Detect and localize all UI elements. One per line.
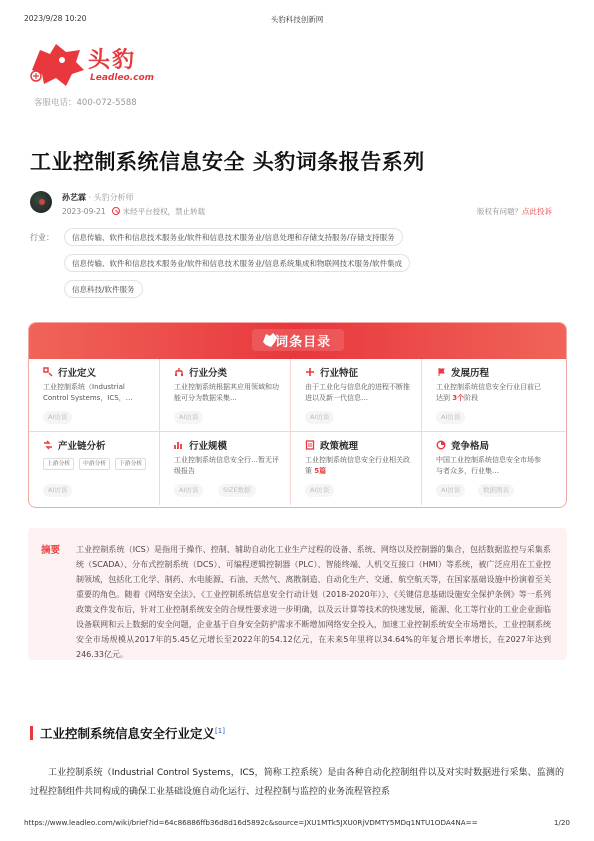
print-footer xyxy=(24,818,570,830)
catalog-item-desc xyxy=(305,455,413,477)
catalog-item-features[interactable] xyxy=(291,359,422,432)
abstract-label: 摘要 xyxy=(41,545,61,556)
section-accent-bar xyxy=(30,726,33,740)
brand-name-en: Leadleo.com xyxy=(90,73,155,83)
abstract-text: 工业控制系统（ICS）是指用于操作、控制、辅助自动化工业生产过程的设备、系统、网络以及控制器的集合，包括数据监控与采集系统（SCADA）、分布式控制系统（DCS）、可编程逻辑控制器（PLC）、智能终端、人机交互接口（HMI）等系统，被广泛应用在工业控制领域，包括化工化学、制药、水电能源、石油、天然气、离散制造、自动化生产、交通、航空航天等，在国家基础设施中扮演着至关重要的角色。随着《网络安全法》、《工业控制系统信息安全行动计划（2018-2020年）》、《关键信息基础设施安全保护条例》等一系列政策文件发布后，针对工业控制系统安全的合规性要求进一步明确，以及云计算等技术的快速发展，能源、化工等行业的工业企业面临设备联网和云上数据的安全问题，企业基于自身安全防护需求不断增加网络安全投入，加速工业控制系统安全市场增长，工业控制系统安全市场规模从2017年的5.45亿元增长至2022年的54.12亿元，在未来5年里将以34.64%的年复合增长率增长，在2027年达到246.33亿元。 xyxy=(76,545,551,659)
print-url: https://www.leadleo.com/wiki/brief?id=64c86886ffb36d8d16d5892c&source=JXU1MTk5JXU0RjVDMTY5MDq1NTU1ODA4NA== xyxy=(24,818,478,827)
catalog-item-desc: 工业控制系统根据其应用领域和功能可分为数据采集… xyxy=(174,383,279,402)
catalog-panel xyxy=(28,322,567,508)
desc-text: 工业控制系统信息安全行业相关政策 xyxy=(305,456,410,475)
catalog-title: 词条目录 xyxy=(275,335,332,350)
catalog-item-competition[interactable] xyxy=(422,432,566,505)
catalog-item-desc xyxy=(436,382,544,404)
publish-meta xyxy=(62,206,205,217)
catalog-item-history[interactable] xyxy=(422,359,566,432)
catalog-item-desc: 工业控制系统信息安全行…暂无评级报告 xyxy=(174,456,279,475)
desc-text: 工业控制系统信息安全行业目前已达到 xyxy=(436,383,541,402)
ai-interview-pill[interactable]: AI访谈 xyxy=(174,411,203,424)
catalog-item-title: 行业分类 xyxy=(189,368,228,379)
section-title-text: 工业控制系统信息安全行业定义 xyxy=(40,726,216,741)
footnote-ref[interactable]: [1] xyxy=(215,726,225,735)
service-phone: 客服电话：400-072-5588 xyxy=(34,98,137,108)
publish-date: 2023-09-21 xyxy=(62,207,106,216)
copyright-report xyxy=(477,206,552,217)
policy-icon xyxy=(305,440,315,450)
industry-tag[interactable]: 信息传输、软件和信息技术服务业/软件和信息技术服务业/信息系统集成和物联网技术服务/软件集成 xyxy=(64,254,410,272)
midstream-tag[interactable]: 中游分析 xyxy=(79,458,110,470)
body-paragraph: 工业控制系统（Industrial Control Systems，ICS，简称工控系统）是由各种自动化控制组件以及对实时数据进行采集、监测的过程控制组件共同构成的确保工业基础设施自动化运行、过程控制与监控的业务流程管控系 xyxy=(30,768,564,797)
industry-tag[interactable]: 信息科技/软件服务 xyxy=(64,280,143,298)
catalog-item-policy[interactable] xyxy=(291,432,422,505)
catalog-item-scale[interactable] xyxy=(160,432,291,505)
abstract-box xyxy=(28,528,567,660)
catalog-item-title: 行业特征 xyxy=(320,368,359,379)
complaint-link[interactable]: 点此投诉 xyxy=(522,207,552,216)
catalog-item-title: 产业链分析 xyxy=(58,441,106,452)
catalog-item-desc: 工业控制系统（Industrial Control Systems，ICS，… xyxy=(43,383,133,402)
ai-interview-pill[interactable]: AI访谈 xyxy=(174,484,203,497)
desc-highlight: 5篇 xyxy=(314,467,327,475)
catalog-item-desc: 由于工业化与信息化的进程不断推进以及新一代信息… xyxy=(305,383,410,402)
definition-icon xyxy=(43,367,53,377)
ai-interview-pill[interactable]: AI访谈 xyxy=(305,411,334,424)
catalog-item-title: 竞争格局 xyxy=(451,441,490,452)
ai-interview-pill[interactable]: AI访谈 xyxy=(436,411,465,424)
print-date: 2023/9/28 10:20 xyxy=(24,14,87,23)
history-icon xyxy=(436,367,446,377)
ban-icon xyxy=(112,207,120,215)
tiger-logo-icon xyxy=(26,40,88,90)
catalog-item-title: 行业规模 xyxy=(189,441,228,452)
leadleo-logo[interactable] xyxy=(26,40,176,98)
size-data-pill[interactable]: SIZE数据 xyxy=(218,484,256,497)
industry-tag[interactable]: 信息传输、软件和信息技术服务业/软件和信息技术服务业/信息处理和存储支持服务/存储支持服务 xyxy=(64,228,403,246)
catalog-item-definition[interactable] xyxy=(29,359,160,432)
print-site-title: 头豹科技创新网 xyxy=(270,15,324,24)
catalog-item-industry-chain[interactable] xyxy=(29,432,160,505)
catalog-item-title: 政策梳理 xyxy=(320,441,359,452)
page-title: 工业控制系统信息安全 头豹词条报告系列 xyxy=(30,150,425,174)
catalog-item-title: 发展历程 xyxy=(451,368,490,379)
catalog-item-title: 行业定义 xyxy=(58,368,97,379)
classification-icon xyxy=(174,367,184,377)
author-info xyxy=(62,192,134,203)
copyright-notice: 未经平台授权，禁止转载 xyxy=(122,207,206,216)
scale-icon xyxy=(174,440,184,450)
industry-label: 行业： xyxy=(30,233,54,242)
desc-highlight: 3个 xyxy=(452,394,465,402)
upstream-tag[interactable]: 上游分析 xyxy=(43,458,74,470)
desc-text: 阶段 xyxy=(464,394,479,402)
catalog-header xyxy=(29,323,566,359)
author-avatar[interactable] xyxy=(30,191,52,213)
feature-icon xyxy=(305,367,315,377)
catalog-item-desc: 中国工业控制系统信息安全市场参与者众多，行业集… xyxy=(436,456,541,475)
ai-interview-pill[interactable]: AI访谈 xyxy=(305,484,334,497)
ai-interview-pill[interactable]: AI访谈 xyxy=(43,484,72,497)
print-header xyxy=(24,14,570,26)
data-chart-pill[interactable]: 数据图表 xyxy=(478,484,514,497)
page-number: 1/20 xyxy=(553,818,570,827)
ai-interview-pill[interactable]: AI访谈 xyxy=(436,484,465,497)
author-role: · 头豹分析师 xyxy=(86,193,134,202)
chain-icon xyxy=(43,440,53,450)
catalog-item-classification[interactable] xyxy=(160,359,291,432)
brand-name-cn: 头豹 xyxy=(88,48,137,73)
author-name[interactable]: 孙艺霖 xyxy=(62,193,86,202)
competition-icon xyxy=(436,440,446,450)
section-title xyxy=(40,724,225,742)
copyright-question: 版权有问题？ xyxy=(477,207,522,216)
downstream-tag[interactable]: 下游分析 xyxy=(115,458,146,470)
ai-interview-pill[interactable]: AI访谈 xyxy=(43,411,72,424)
